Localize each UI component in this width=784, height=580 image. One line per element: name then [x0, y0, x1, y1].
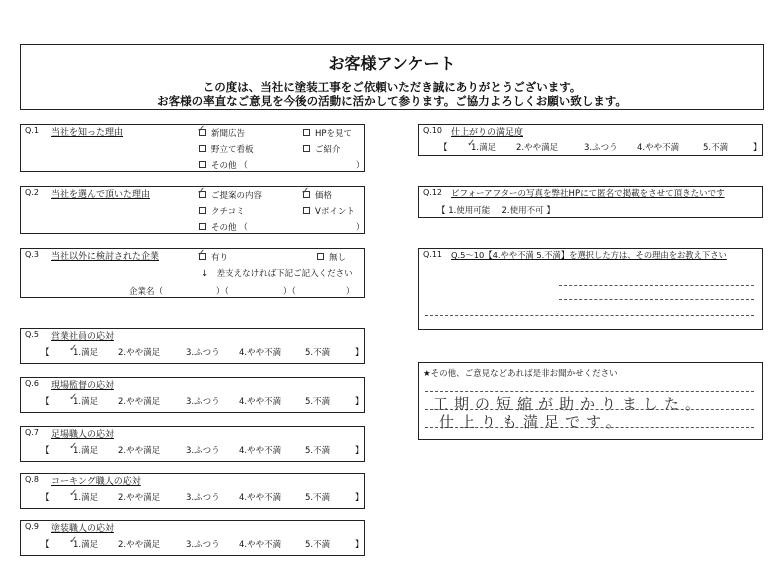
paren-close: ）	[356, 161, 365, 171]
question-10	[418, 124, 763, 156]
question-number: Q.12	[423, 188, 443, 197]
option-review: クチコミ	[211, 207, 245, 217]
question-12	[418, 186, 763, 218]
option-somewhat-dissatisfied[interactable]: 4.やや不満	[239, 446, 282, 456]
question-number: Q.9	[25, 522, 39, 531]
option-dissatisfied[interactable]: 5.不満	[703, 143, 729, 153]
photo-permission-options: 【 1.使用可能 2.使用不可 】	[437, 206, 555, 216]
question-number: Q.10	[423, 126, 443, 135]
scale-open-bracket: 【	[41, 540, 50, 550]
answer-line	[425, 315, 754, 316]
page-title: お客様アンケート	[328, 54, 456, 73]
option-satisfied[interactable]: 1.満足	[73, 446, 99, 456]
option-dissatisfied[interactable]: 5.不満	[305, 397, 331, 407]
option-other: その他 （	[211, 161, 248, 171]
checkmark-icon: ✓	[69, 392, 78, 403]
option-newspaper: 新聞広告	[211, 129, 246, 139]
checkbox-other[interactable]	[199, 161, 206, 168]
rating-scale	[21, 343, 364, 360]
option-proposal: ご提案の内容	[211, 191, 263, 201]
rating-scale	[21, 535, 364, 552]
question-number: Q.8	[25, 475, 39, 484]
handwritten-comment-1: 工期の短縮が助かりました。	[433, 395, 707, 413]
scale-close-bracket: 】	[355, 348, 364, 358]
option-vpoint: Vポイント	[315, 207, 355, 217]
company-sep-1: ）（	[216, 287, 229, 297]
answer-line	[425, 391, 754, 392]
checkbox-no[interactable]	[317, 253, 324, 260]
question-number: Q.3	[25, 250, 39, 259]
question-title: コーキング職人の応対	[51, 477, 141, 487]
option-no: 無し	[329, 253, 347, 263]
option-somewhat-dissatisfied[interactable]: 4.やや不満	[239, 397, 282, 407]
option-satisfied[interactable]: 1.満足	[73, 540, 99, 550]
option-neutral[interactable]: 3.ふつう	[186, 540, 220, 550]
checkbox-hp[interactable]	[303, 129, 310, 136]
option-neutral[interactable]: 3.ふつう	[186, 493, 220, 503]
scale-open-bracket: 【	[41, 348, 50, 358]
company-label: 企業名（	[129, 287, 164, 297]
option-other: その他 （	[211, 223, 248, 233]
answer-line	[559, 299, 754, 300]
option-dissatisfied[interactable]: 5.不満	[305, 446, 331, 456]
option-signboard: 野立て看板	[211, 145, 254, 155]
question-6	[20, 377, 365, 413]
scale-close-bracket: 】	[355, 540, 364, 550]
option-satisfied[interactable]: 1.満足	[73, 397, 99, 407]
option-somewhat-satisfied[interactable]: 2.やや満足	[516, 143, 559, 153]
option-somewhat-dissatisfied[interactable]: 4.やや不満	[239, 493, 282, 503]
question-7	[20, 426, 365, 462]
survey-header	[20, 44, 764, 110]
option-price: 価格	[315, 191, 333, 201]
option-neutral[interactable]: 3.ふつう	[186, 348, 220, 358]
rating-scale	[21, 392, 364, 409]
rating-scale	[21, 441, 364, 458]
checkmark-icon: ✓	[69, 488, 78, 499]
question-title: 営業社員の応対	[51, 332, 115, 342]
question-11	[418, 248, 763, 330]
checkmark-icon: ✓	[197, 186, 206, 197]
paren-close: ）	[356, 223, 365, 233]
scale-close-bracket: 】	[753, 143, 762, 153]
option-yes: 有り	[211, 253, 229, 263]
intro-line-2: お客様の率直なご意見を今後の活動に活かして参ります。ご協力よろしくお願い致します。	[157, 94, 627, 108]
checkbox-referral[interactable]	[303, 145, 310, 152]
checkmark-icon: ✓	[467, 138, 476, 149]
rating-scale	[21, 488, 364, 505]
option-neutral[interactable]: 3.ふつう	[584, 143, 618, 153]
question-5	[20, 328, 365, 364]
question-title: 当社以外に検討された企業	[51, 252, 160, 262]
question-9	[20, 520, 365, 556]
question-2	[20, 186, 365, 234]
scale-open-bracket: 【	[41, 493, 50, 503]
scale-close-bracket: 】	[355, 493, 364, 503]
checkbox-vpoint[interactable]	[303, 207, 310, 214]
option-somewhat-satisfied[interactable]: 2.やや満足	[118, 493, 161, 503]
checkbox-other[interactable]	[199, 223, 206, 230]
question-number: Q.11	[423, 250, 443, 259]
option-satisfied[interactable]: 1.満足	[73, 493, 99, 503]
checkmark-icon: ✓	[197, 124, 206, 135]
checkmark-icon: ✓	[69, 343, 78, 354]
question-title: Q.5～10【4.やや不満 5.不満】を選択した方は、その理由をお教え下さい	[451, 250, 727, 260]
checkbox-review[interactable]	[199, 207, 206, 214]
handwritten-comment-2: 仕上りも満足です。	[439, 413, 627, 431]
question-number: Q.2	[25, 188, 39, 197]
question-number: Q.7	[25, 428, 39, 437]
option-somewhat-satisfied[interactable]: 2.やや満足	[118, 540, 161, 550]
checkbox-signboard[interactable]	[199, 145, 206, 152]
checkmark-icon: ✓	[69, 535, 78, 546]
company-end: ）	[346, 287, 355, 297]
rating-scale	[419, 138, 762, 155]
option-dissatisfied[interactable]: 5.不満	[305, 540, 331, 550]
question-1	[20, 124, 365, 172]
option-referral: ご紹介	[315, 145, 341, 155]
scale-open-bracket: 【	[41, 446, 50, 456]
option-neutral[interactable]: 3.ふつう	[186, 397, 220, 407]
option-neutral[interactable]: 3.ふつう	[186, 446, 220, 456]
option-satisfied[interactable]: 1.満足	[471, 143, 497, 153]
question-3	[20, 248, 365, 298]
scale-close-bracket: 】	[355, 397, 364, 407]
option-satisfied[interactable]: 1.満足	[73, 348, 99, 358]
question-number: Q.1	[25, 126, 39, 135]
question-title: ビフォーアフターの写真を弊社HPにて匿名で掲載をさせて頂きたいです	[451, 189, 725, 199]
question-number: Q.6	[25, 379, 39, 388]
other-comments	[418, 362, 763, 440]
option-somewhat-dissatisfied[interactable]: 4.やや不満	[239, 540, 282, 550]
question-title: 足場職人の応対	[51, 430, 115, 440]
option-somewhat-satisfied[interactable]: 2.やや満足	[118, 348, 161, 358]
question-title: 当社を知った理由	[51, 128, 124, 138]
scale-open-bracket: 【	[41, 397, 50, 407]
option-somewhat-dissatisfied[interactable]: 4.やや不満	[239, 348, 282, 358]
scale-close-bracket: 】	[355, 446, 364, 456]
question-number: Q.5	[25, 330, 39, 339]
option-dissatisfied[interactable]: 5.不満	[305, 348, 331, 358]
checkmark-icon: ✓	[69, 441, 78, 452]
answer-line	[559, 285, 754, 286]
option-somewhat-dissatisfied[interactable]: 4.やや不満	[637, 143, 680, 153]
comments-title: ★その他、ご意見などあれば是非お聞かせください	[423, 369, 618, 379]
option-somewhat-satisfied[interactable]: 2.やや満足	[118, 397, 161, 407]
checkmark-icon: ✓	[301, 186, 310, 197]
company-sep-2: ）（	[283, 287, 296, 297]
option-dissatisfied[interactable]: 5.不満	[305, 493, 331, 503]
option-hp: HPを見て	[315, 129, 353, 139]
note-fill-in: ↓ 差支えなければ下記ご記入ください	[201, 269, 353, 279]
option-somewhat-satisfied[interactable]: 2.やや満足	[118, 446, 161, 456]
intro-line-1: この度は、当社に塗装工事をご依頼いただき誠にありがとうございます。	[202, 80, 582, 94]
question-title: 現場監督の応対	[51, 381, 115, 391]
question-8	[20, 473, 365, 509]
question-title: 仕上がりの満足度	[451, 128, 524, 138]
checkmark-icon: ✓	[197, 248, 206, 259]
question-title: 塗装職人の応対	[51, 524, 115, 534]
scale-open-bracket: 【	[439, 143, 448, 153]
question-title: 当社を選んで頂いた理由	[51, 190, 151, 200]
